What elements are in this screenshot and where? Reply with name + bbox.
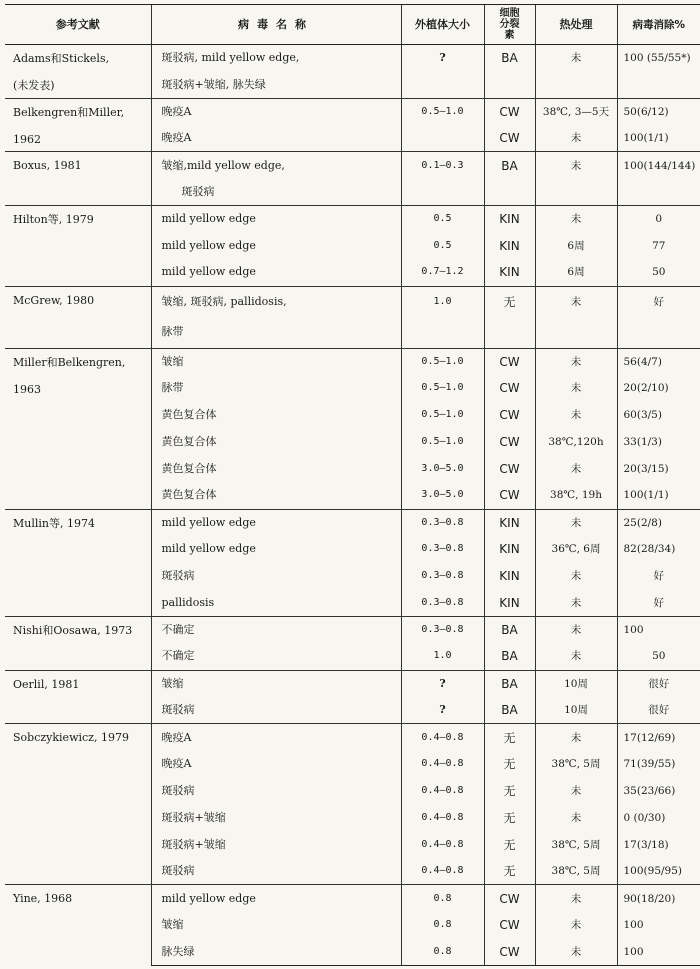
elimination-rate-cell: 35(23/66) <box>617 778 700 805</box>
cytokinin-cell: CW <box>484 348 535 375</box>
table-row <box>5 509 700 536</box>
explant-size-cell: 0.3—0.8 <box>401 616 484 643</box>
cytokinin-cell: KIN <box>484 509 535 536</box>
table-row <box>5 45 700 72</box>
header-cytokinin-text: 细胞分裂素 <box>499 8 520 41</box>
cytokinin-cell: CW <box>484 429 535 456</box>
reference-line: McGrew, 1980 <box>13 293 95 307</box>
virus-name-cell: mild yellow edge <box>151 885 401 912</box>
elimination-rate-cell: 100(95/95) <box>617 858 700 885</box>
heat-treatment-cell: 未 <box>535 643 617 670</box>
elimination-rate-cell: 0 (0/30) <box>617 804 700 831</box>
heat-treatment-cell: 未 <box>535 616 617 643</box>
cytokinin-cell: CW <box>484 402 535 429</box>
heat-treatment-cell: 38℃,120h <box>535 429 617 456</box>
explant-size-cell: 0.8 <box>401 885 484 912</box>
elimination-rate-cell: 0 <box>617 206 700 233</box>
elimination-rate-cell: 好 <box>617 286 700 317</box>
cytokinin-cell: 无 <box>484 831 535 858</box>
elimination-rate-cell: 20(2/10) <box>617 375 700 402</box>
table-row <box>5 98 700 125</box>
cytokinin-cell: CW <box>484 885 535 912</box>
explant-size-cell: 0.8 <box>401 912 484 939</box>
header-cytokinin <box>484 5 535 45</box>
cytokinin-cell <box>484 71 535 98</box>
elimination-rate-cell: 100(1/1) <box>617 125 700 152</box>
cytokinin-cell: KIN <box>484 206 535 233</box>
cytokinin-cell: CW <box>484 482 535 509</box>
explant-size-cell: 0.4—0.8 <box>401 724 484 751</box>
table-row <box>5 670 700 697</box>
heat-treatment-cell: 未 <box>535 724 617 751</box>
cytokinin-cell: 无 <box>484 804 535 831</box>
virus-name-cell: 斑驳病+皱缩 <box>151 804 401 831</box>
reference-cell <box>5 45 151 99</box>
cytokinin-cell <box>484 317 535 348</box>
virus-name-cell: mild yellow edge <box>151 536 401 563</box>
reference-cell <box>5 616 151 670</box>
virus-name-cell: 脉带 <box>151 317 401 348</box>
reference-line: Miller和Belkengren, <box>13 355 126 369</box>
heat-treatment-cell <box>535 317 617 348</box>
explant-size-cell: 0.5—1.0 <box>401 402 484 429</box>
reference-cell <box>5 670 151 724</box>
explant-size-cell: 0.4—0.8 <box>401 858 484 885</box>
elimination-rate-cell: 100 <box>617 912 700 939</box>
virus-name-cell: 黄色复合体 <box>151 482 401 509</box>
cytokinin-cell: KIN <box>484 590 535 617</box>
virus-name-cell: mild yellow edge <box>151 232 401 259</box>
explant-size-cell: 0.5—1.0 <box>401 98 484 125</box>
heat-treatment-cell: 10周 <box>535 670 617 697</box>
reference-cell <box>5 724 151 885</box>
cytokinin-cell: BA <box>484 152 535 179</box>
virus-name-cell: 脉带 <box>151 375 401 402</box>
virus-name-cell: pallidosis <box>151 590 401 617</box>
reference-line: Mullin等, 1974 <box>13 516 95 530</box>
explant-size-cell: 0.3—0.8 <box>401 590 484 617</box>
virus-name-cell: 斑驳病 <box>151 563 401 590</box>
explant-size-cell <box>401 317 484 348</box>
heat-treatment-cell: 36℃, 6周 <box>535 536 617 563</box>
virus-name-cell: 斑驳病+皱缩 <box>151 831 401 858</box>
explant-size-cell: ? <box>401 697 484 724</box>
elimination-rate-cell: 90(18/20) <box>617 885 700 912</box>
reference-cell <box>5 206 151 287</box>
heat-treatment-cell: 未 <box>535 375 617 402</box>
virus-name-cell: 皱缩 <box>151 670 401 697</box>
elimination-rate-cell: 50(6/12) <box>617 98 700 125</box>
virus-name-cell: 斑驳病 <box>151 778 401 805</box>
elimination-rate-cell: 60(3/5) <box>617 402 700 429</box>
reference-line: Belkengren和Miller, <box>13 105 125 119</box>
header-elimination-rate: 病毒消除% <box>617 5 700 45</box>
reference-line: Sobczykiewicz, 1979 <box>13 731 129 745</box>
virus-name-cell: 黄色复合体 <box>151 429 401 456</box>
cytokinin-cell: KIN <box>484 536 535 563</box>
header-heat-treatment: 热处理 <box>535 5 617 45</box>
cytokinin-cell: CW <box>484 125 535 152</box>
virus-name-cell: 黄色复合体 <box>151 402 401 429</box>
explant-size-cell: 0.8 <box>401 939 484 966</box>
explant-size-cell: 0.4—0.8 <box>401 831 484 858</box>
cytokinin-cell: 无 <box>484 778 535 805</box>
reference-line: Yine, 1968 <box>13 892 73 906</box>
heat-treatment-cell: 未 <box>535 804 617 831</box>
explant-size-cell: 0.5 <box>401 232 484 259</box>
elimination-rate-cell: 100(144/144) <box>617 152 700 179</box>
cytokinin-cell: BA <box>484 670 535 697</box>
header-ref: 参考文献 <box>5 5 151 45</box>
header-row <box>5 5 700 45</box>
virus-name-cell: 晚疫A <box>151 98 401 125</box>
heat-treatment-cell: 未 <box>535 590 617 617</box>
heat-treatment-cell: 6周 <box>535 259 617 286</box>
virus-name-cell: 皱缩,mild yellow edge, <box>151 152 401 179</box>
explant-size-cell: 0.5—1.0 <box>401 429 484 456</box>
cytokinin-cell: CW <box>484 375 535 402</box>
cytokinin-cell <box>484 179 535 206</box>
elimination-rate-cell: 20(3/15) <box>617 455 700 482</box>
virus-name-cell <box>151 179 401 206</box>
explant-size-cell: 0.3—0.8 <box>401 563 484 590</box>
reference-cell <box>5 98 151 152</box>
cytokinin-cell: CW <box>484 98 535 125</box>
elimination-rate-cell: 25(2/8) <box>617 509 700 536</box>
reference-cell <box>5 348 151 509</box>
heat-treatment-cell: 未 <box>535 778 617 805</box>
heat-treatment-cell: 未 <box>535 348 617 375</box>
virus-name-cell: 皱缩 <box>151 912 401 939</box>
reference-line: Nishi和Oosawa, 1973 <box>13 623 133 637</box>
virus-name-cell: mild yellow edge <box>151 206 401 233</box>
heat-treatment-cell: 未 <box>535 125 617 152</box>
table-body <box>5 45 700 966</box>
virus-name-cell: 晚疫A <box>151 125 401 152</box>
heat-treatment-cell <box>535 179 617 206</box>
explant-size-cell: 0.1—0.3 <box>401 152 484 179</box>
heat-treatment-cell: 未 <box>535 563 617 590</box>
table-row <box>5 206 700 233</box>
explant-size-cell: 0.7—1.2 <box>401 259 484 286</box>
reference-cell <box>5 509 151 616</box>
reference-cell <box>5 286 151 348</box>
virus-elimination-table <box>5 4 700 966</box>
elimination-rate-cell: 50 <box>617 643 700 670</box>
cytokinin-cell: CW <box>484 939 535 966</box>
reference-cell <box>5 152 151 206</box>
elimination-rate-cell: 好 <box>617 563 700 590</box>
virus-name-cell: 不确定 <box>151 643 401 670</box>
table-row <box>5 616 700 643</box>
explant-size-cell: 1.0 <box>401 286 484 317</box>
heat-treatment-cell: 未 <box>535 939 617 966</box>
explant-size-cell: 0.5—1.0 <box>401 348 484 375</box>
virus-name-text: 斑驳病 <box>181 184 215 198</box>
elimination-rate-cell: 33(1/3) <box>617 429 700 456</box>
heat-treatment-cell: 38℃, 3—5天 <box>535 98 617 125</box>
explant-size-cell <box>401 125 484 152</box>
elimination-rate-cell: 100(1/1) <box>617 482 700 509</box>
table-row <box>5 885 700 912</box>
virus-name-cell: 斑驳病, mild yellow edge, <box>151 45 401 72</box>
table-row <box>5 152 700 179</box>
cytokinin-cell: 无 <box>484 724 535 751</box>
cytokinin-cell: KIN <box>484 563 535 590</box>
elimination-rate-cell: 100 (55/55*) <box>617 45 700 72</box>
heat-treatment-cell: 10周 <box>535 697 617 724</box>
explant-size-cell: 0.3—0.8 <box>401 536 484 563</box>
virus-name-cell: mild yellow edge <box>151 509 401 536</box>
explant-size-cell: 0.5—1.0 <box>401 375 484 402</box>
virus-name-cell: 黄色复合体 <box>151 455 401 482</box>
heat-treatment-cell: 38℃, 19h <box>535 482 617 509</box>
elimination-rate-cell <box>617 317 700 348</box>
heat-treatment-cell: 38℃, 5周 <box>535 751 617 778</box>
virus-name-cell: 不确定 <box>151 616 401 643</box>
reference-line: Hilton等, 1979 <box>13 213 94 227</box>
elimination-rate-cell: 好 <box>617 590 700 617</box>
table-row <box>5 724 700 751</box>
explant-size-cell: 3.0—5.0 <box>401 482 484 509</box>
heat-treatment-cell: 38℃, 5周 <box>535 858 617 885</box>
cytokinin-cell: KIN <box>484 259 535 286</box>
reference-cell <box>5 885 151 966</box>
virus-name-cell: 皱缩, 斑驳病, pallidosis, <box>151 286 401 317</box>
heat-treatment-cell: 未 <box>535 152 617 179</box>
elimination-rate-cell <box>617 71 700 98</box>
virus-name-cell: 斑驳病 <box>151 697 401 724</box>
elimination-rate-cell: 很好 <box>617 670 700 697</box>
virus-name-cell: 皱缩 <box>151 348 401 375</box>
virus-name-cell: 晚疫A <box>151 751 401 778</box>
explant-size-cell: 3.0—5.0 <box>401 455 484 482</box>
explant-size-cell: 0.4—0.8 <box>401 804 484 831</box>
heat-treatment-cell: 未 <box>535 45 617 72</box>
heat-treatment-cell: 未 <box>535 455 617 482</box>
explant-size-cell: 0.4—0.8 <box>401 751 484 778</box>
cytokinin-cell: 无 <box>484 286 535 317</box>
heat-treatment-cell: 未 <box>535 912 617 939</box>
heat-treatment-cell: 未 <box>535 286 617 317</box>
reference-line: Oerlil, 1981 <box>13 677 80 691</box>
reference-line: 1962 <box>13 132 41 146</box>
elimination-rate-cell: 77 <box>617 232 700 259</box>
virus-name-cell: 晚疫A <box>151 724 401 751</box>
elimination-rate-cell: 50 <box>617 259 700 286</box>
heat-treatment-cell: 未 <box>535 509 617 536</box>
explant-size-cell <box>401 179 484 206</box>
elimination-rate-cell: 100 <box>617 939 700 966</box>
cytokinin-cell: BA <box>484 45 535 72</box>
explant-size-cell: 1.0 <box>401 643 484 670</box>
elimination-rate-cell: 100 <box>617 616 700 643</box>
cytokinin-cell: CW <box>484 912 535 939</box>
reference-line: (未发表) <box>13 79 55 92</box>
heat-treatment-cell: 6周 <box>535 232 617 259</box>
elimination-rate-cell: 71(39/55) <box>617 751 700 778</box>
header-virus-name: 病毒名称 <box>151 5 401 45</box>
heat-treatment-cell: 未 <box>535 206 617 233</box>
explant-size-cell <box>401 71 484 98</box>
heat-treatment-cell: 未 <box>535 885 617 912</box>
elimination-rate-cell: 很好 <box>617 697 700 724</box>
heat-treatment-cell: 未 <box>535 402 617 429</box>
virus-name-cell: 脉失绿 <box>151 939 401 966</box>
cytokinin-cell: BA <box>484 697 535 724</box>
cytokinin-cell: 无 <box>484 858 535 885</box>
reference-line: Boxus, 1981 <box>13 159 82 173</box>
heat-treatment-cell: 38℃, 5周 <box>535 831 617 858</box>
explant-size-cell: 0.5 <box>401 206 484 233</box>
cytokinin-cell: BA <box>484 616 535 643</box>
virus-name-cell: 斑驳病 <box>151 858 401 885</box>
cytokinin-cell: CW <box>484 455 535 482</box>
cytokinin-cell: KIN <box>484 232 535 259</box>
elimination-rate-cell: 82(28/34) <box>617 536 700 563</box>
virus-name-cell: 斑驳病+皱缩, 脉失绿 <box>151 71 401 98</box>
virus-name-cell: mild yellow edge <box>151 259 401 286</box>
table-row <box>5 348 700 375</box>
elimination-rate-cell: 56(4/7) <box>617 348 700 375</box>
explant-size-cell: ? <box>401 45 484 72</box>
explant-size-cell: ? <box>401 670 484 697</box>
elimination-rate-cell: 17(12/69) <box>617 724 700 751</box>
cytokinin-cell: 无 <box>484 751 535 778</box>
reference-line: Adams和Stickels, <box>13 52 110 65</box>
table-row <box>5 286 700 317</box>
header-explant-size: 外植体大小 <box>401 5 484 45</box>
heat-treatment-cell <box>535 71 617 98</box>
elimination-rate-cell: 17(3/18) <box>617 831 700 858</box>
reference-line: 1963 <box>13 382 41 396</box>
explant-size-cell: 0.3—0.8 <box>401 509 484 536</box>
explant-size-cell: 0.4—0.8 <box>401 778 484 805</box>
elimination-rate-cell <box>617 179 700 206</box>
cytokinin-cell: BA <box>484 643 535 670</box>
